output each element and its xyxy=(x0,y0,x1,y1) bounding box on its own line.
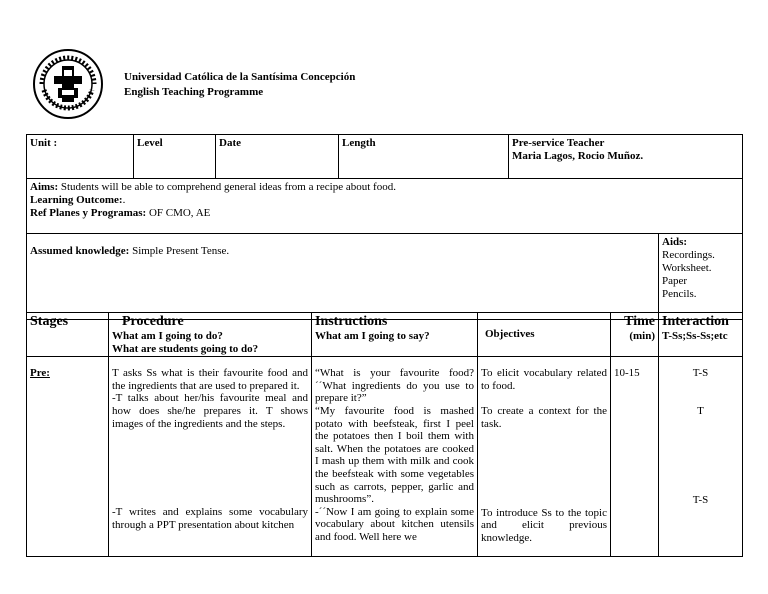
lesson-info-table xyxy=(26,134,743,320)
pre-interaction-2: T xyxy=(697,404,704,417)
aids-cell xyxy=(659,234,743,320)
ref-label: Ref Planes y Programas: xyxy=(30,207,147,219)
pre-instructions-cell xyxy=(312,357,478,557)
outcome-label: Learning Outcome: xyxy=(30,194,123,206)
pre-interaction-1: T-S xyxy=(692,367,709,380)
aids-label: Aids: xyxy=(662,236,688,248)
pre-procedure-3: -T writes and explains some vocabulary through a PPT presentation about kitchen xyxy=(112,506,308,531)
time-header xyxy=(611,313,659,357)
stages-title: Stages xyxy=(30,314,69,329)
pre-procedure-cell xyxy=(109,357,312,557)
interaction-header xyxy=(659,313,743,357)
teacher-cell xyxy=(509,135,743,179)
knowledge-cell xyxy=(27,234,659,320)
aims-text: Students will be able to comprehend general ideas from a recipe about food. xyxy=(60,181,396,193)
instructions-title: Instructions xyxy=(315,314,388,329)
pre-stage-label: Pre: xyxy=(30,367,50,380)
aid-item: Pencils. xyxy=(662,288,697,300)
teacher-label: Pre-service Teacher xyxy=(512,137,605,149)
stages-table xyxy=(26,312,743,557)
pre-instruction-3: -´´Now I am going to explain some vocabulary about kitchen utensils and food. Well here we xyxy=(315,505,474,543)
aims-cell xyxy=(27,179,743,234)
aid-item: Worksheet. xyxy=(662,262,712,274)
stages-header xyxy=(27,313,109,357)
ref-text: OF CMO, AE xyxy=(148,207,211,219)
pre-interaction-cell xyxy=(659,357,743,557)
pre-objective-2: To create a context for the task. xyxy=(481,405,607,430)
pre-objective-3: To introduce Ss to the topic and elicit previous knowledge. xyxy=(481,506,607,544)
pre-objectives-cell xyxy=(478,357,611,557)
teacher-names: Maria Lagos, Rocio Muñoz. xyxy=(512,150,644,162)
instructions-sub: What am I going to say? xyxy=(315,330,430,342)
aid-item: Paper xyxy=(662,275,688,287)
objectives-header xyxy=(478,313,611,357)
pre-instruction-2: “My favourite food is mashed potato with beefsteak, first I peel the potatoes then I boil them with salt. When the potatoes are cooked I mash up them with milk and cook the beefsteak with some vegetables such as carrots, pepper, garlic and mushrooms”. xyxy=(315,404,474,506)
aims-label: Aims: xyxy=(30,181,59,193)
interaction-sub: T-Ss;Ss-Ss;etc xyxy=(662,330,728,342)
aid-item: Recordings. xyxy=(662,249,715,261)
pre-time: 10-15 xyxy=(614,367,640,380)
pre-interaction-3: T-S xyxy=(692,494,709,507)
university-seal-icon xyxy=(32,48,104,120)
procedure-sub2: What are students going to do? xyxy=(112,342,259,355)
objectives-title: Objectives xyxy=(485,328,535,340)
knowledge-label: Assumed knowledge: xyxy=(30,245,130,257)
pre-procedure-1: T asks Ss what is their favourite food and the ingredients that are used to prepared it. xyxy=(112,367,308,392)
procedure-sub1: What am I going to do? xyxy=(112,330,223,342)
programme-name: English Teaching Programme xyxy=(124,86,264,98)
institution-header xyxy=(124,70,355,100)
instructions-header xyxy=(312,313,478,357)
pre-procedure-2: -T talks about her/his favourite meal and how does she/he prepares it. T shows images of the ingredients and the steps. xyxy=(112,392,308,430)
length-label: Length xyxy=(342,137,376,149)
level-cell xyxy=(134,135,216,179)
knowledge-text: Simple Present Tense. xyxy=(132,245,230,257)
date-cell xyxy=(216,135,339,179)
unit-cell xyxy=(27,135,134,179)
pre-objective-1: To elicit vocabulary related to food. xyxy=(481,367,607,392)
date-label: Date xyxy=(219,137,241,149)
pre-stage-cell xyxy=(27,357,109,557)
interaction-title: Interaction xyxy=(662,314,729,329)
time-sub: (min) xyxy=(629,330,655,342)
level-label: Level xyxy=(137,137,163,149)
pre-instruction-1: “What is your favourite food? ´´What ingredients do you use to prepare it?” xyxy=(315,367,474,405)
unit-label: Unit : xyxy=(30,137,58,149)
university-name: Universidad Católica de la Santísima Concepción xyxy=(124,71,356,83)
pre-time-cell xyxy=(611,357,659,557)
procedure-header xyxy=(109,313,312,357)
outcome-text: . xyxy=(122,194,126,206)
length-cell xyxy=(339,135,509,179)
procedure-title: Procedure xyxy=(122,314,184,329)
time-title: Time xyxy=(624,314,655,329)
